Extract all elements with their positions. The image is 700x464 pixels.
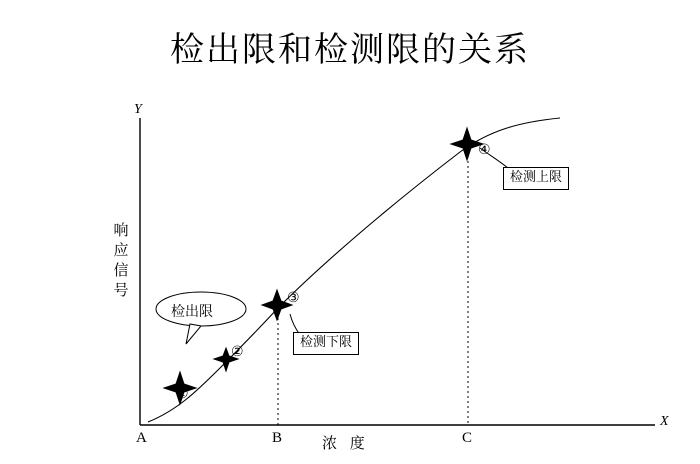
y-axis-label [112,220,130,300]
callout-detection-limit-text: 检出限 [171,304,213,320]
y-axis-label-char-4: 号 [113,281,129,299]
y-axis-label-char-1: 响 [113,221,129,239]
graph-svg [0,90,700,464]
calibration-curve [148,118,560,422]
point-label-4: ④ [478,142,491,158]
y-axis-label-char-2: 应 [113,241,129,259]
point-label-2: ② [231,344,244,360]
page-title: 检出限和检测限的关系 [170,30,530,70]
x-tick-c: C [462,430,473,446]
x-axis-letter: X [660,414,669,429]
x-tick-b: B [272,430,283,446]
y-axis-label-char-3: 信 [113,261,129,279]
callout-lower-limit: 检测下限 [293,332,359,355]
point-label-3: ③ [287,290,300,306]
x-axis-label: 浓 度 [322,434,369,452]
y-axis-letter: Y [134,102,142,117]
point-label-1: ① [176,386,189,402]
x-tick-a: A [136,430,147,446]
calibration-curve-diagram [0,90,700,464]
callout-upper-limit: 检测上限 [503,167,569,190]
